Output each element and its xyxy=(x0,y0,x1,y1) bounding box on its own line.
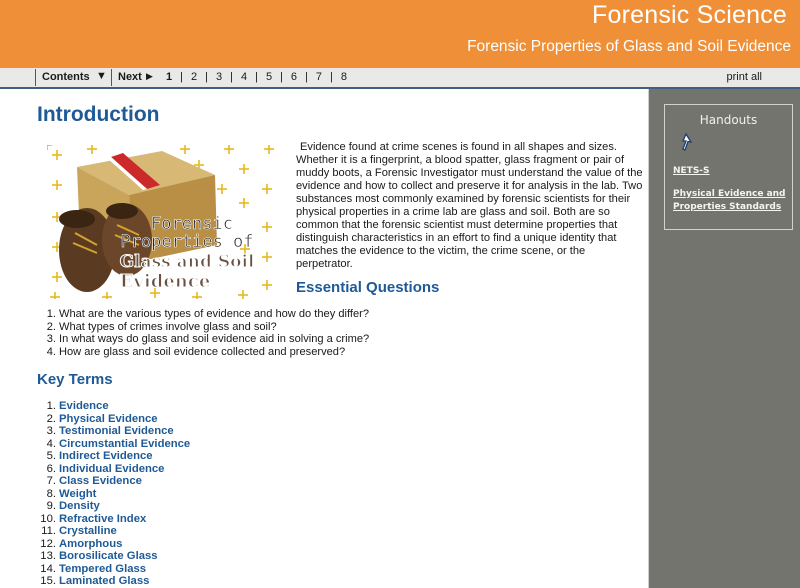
key-term-link[interactable]: Tempered Glass xyxy=(59,562,147,575)
separator: | xyxy=(330,71,333,83)
page-header xyxy=(0,0,800,68)
main-content xyxy=(0,89,647,588)
list-item: 11. Crystalline xyxy=(41,525,117,537)
page-link-1[interactable]: 1 xyxy=(166,71,173,83)
separator: | xyxy=(280,71,283,83)
page-title: Introduction xyxy=(37,103,160,126)
list-item: 13. Borosilicate Glass xyxy=(40,550,158,562)
play-arrow-icon[interactable]: ▶ xyxy=(146,71,153,81)
key-term-link[interactable]: Borosilicate Glass xyxy=(59,550,158,562)
list-item: 9. Density xyxy=(46,500,100,512)
key-term-link[interactable]: Evidence xyxy=(59,400,109,412)
divider xyxy=(111,69,112,86)
list-item: 14. Tempered Glass xyxy=(40,562,147,575)
forensic-boots-box-illustration xyxy=(47,145,280,299)
key-term-link[interactable]: Physical Evidence xyxy=(59,412,158,425)
list-item: 3. Testimonial Evidence xyxy=(46,425,174,437)
page-link-7[interactable]: 7 xyxy=(315,71,323,83)
cursor-arrow-icon xyxy=(677,133,693,153)
list-item: 4. How are glass and soil evidence collected and preserved? xyxy=(46,345,346,358)
key-terms-list xyxy=(36,400,190,588)
key-term-link[interactable]: Indirect Evidence xyxy=(59,450,153,462)
key-term-link[interactable]: Class Evidence xyxy=(59,475,142,487)
lesson-subtitle: Forensic Properties of Glass and Soil Evidence xyxy=(467,38,791,55)
list-item: 1. Evidence xyxy=(46,400,109,412)
handout-link-nets-s[interactable]: NETS-S xyxy=(673,166,710,176)
separator: | xyxy=(180,71,183,83)
essential-questions-heading: Essential Questions xyxy=(296,279,440,296)
page-link-4[interactable]: 4 xyxy=(240,71,248,83)
list-item: 12. Amorphous xyxy=(40,537,123,550)
key-term-link[interactable]: Density xyxy=(59,500,100,512)
key-term-link[interactable]: Amorphous xyxy=(59,537,123,550)
svg-text:Forensic: Forensic xyxy=(151,214,233,234)
list-item: 7. Class Evidence xyxy=(46,475,142,487)
list-item: 6. Individual Evidence xyxy=(46,462,165,475)
list-item: 15. Laminated Glass xyxy=(40,575,150,587)
separator: | xyxy=(230,71,233,83)
list-item: 10. Refractive Index xyxy=(40,512,147,525)
intro-paragraph xyxy=(296,141,644,271)
page-link-2[interactable]: 2 xyxy=(190,71,198,83)
page-link-6[interactable]: 6 xyxy=(290,71,298,83)
chevron-down-icon[interactable]: ▼ xyxy=(96,70,107,82)
separator: | xyxy=(255,71,258,83)
hero-image xyxy=(47,145,280,299)
list-item: 1. What are the various types of evidence and how do they differ? xyxy=(46,308,369,320)
list-item: 2. Physical Evidence xyxy=(46,412,158,425)
key-term-link[interactable]: Individual Evidence xyxy=(59,462,165,475)
separator: | xyxy=(305,71,308,83)
handouts-panel xyxy=(664,104,793,230)
list-item: 8. Weight xyxy=(46,487,97,500)
svg-text:Properties of: Properties of xyxy=(120,232,254,252)
print-all-link[interactable]: print all xyxy=(726,71,762,83)
svg-text:Glass and Soil: Glass and Soil xyxy=(119,252,255,272)
contents-menu-button[interactable]: Contents xyxy=(42,71,90,83)
list-item: 5. Indirect Evidence xyxy=(46,450,153,462)
lesson-navbar xyxy=(0,68,800,89)
key-terms-heading: Key Terms xyxy=(37,371,113,388)
divider xyxy=(35,69,36,86)
key-term-link[interactable]: Laminated Glass xyxy=(59,575,150,587)
right-sidebar xyxy=(648,89,800,588)
site-title: Forensic Science xyxy=(592,1,787,29)
page-link-5[interactable]: 5 xyxy=(265,71,273,83)
page-link-3[interactable]: 3 xyxy=(215,71,223,83)
key-term-link[interactable]: Circumstantial Evidence xyxy=(59,437,191,450)
essential-questions-list xyxy=(40,308,369,358)
page-link-8[interactable]: 8 xyxy=(340,71,348,83)
list-item: 3. In what ways do glass and soil evidence aid in solving a crime? xyxy=(46,333,370,345)
page-links xyxy=(166,71,347,83)
key-term-link[interactable]: Crystalline xyxy=(59,525,117,537)
intro-text: Evidence found at crime scenes is found in all shapes and sizes. Whether it is a fingerprint, a blood spatter, glass fragment or pair of muddy boots, a Forensic Investigator must understand the value of the evidence and how to collect and preserve it for analysis in the lab. Two substances most commonly examined by forensic scientists for their physical properties in a crime lab are glass and soil. Both are so common that the forensic scientist must determine properties that distinguish characteristics in an effort to find a unique identity that matches the evidence to the victim, the crime scene, or the perpetrator. xyxy=(296,141,643,270)
list-item: 2. What types of crimes involve glass and soil? xyxy=(46,320,277,333)
next-page-button[interactable]: Next xyxy=(118,71,142,83)
handout-link-physical-evidence-standards[interactable]: Physical Evidence and Properties Standards xyxy=(673,188,786,212)
handouts-links xyxy=(673,165,793,224)
key-term-link[interactable]: Testimonial Evidence xyxy=(59,425,174,437)
separator: | xyxy=(205,71,208,83)
key-term-link[interactable]: Refractive Index xyxy=(59,512,147,525)
key-term-link[interactable]: Weight xyxy=(59,487,97,500)
handouts-heading: Handouts xyxy=(699,113,758,127)
list-item: 4. Circumstantial Evidence xyxy=(46,437,191,450)
svg-text:Evidence: Evidence xyxy=(119,271,211,292)
